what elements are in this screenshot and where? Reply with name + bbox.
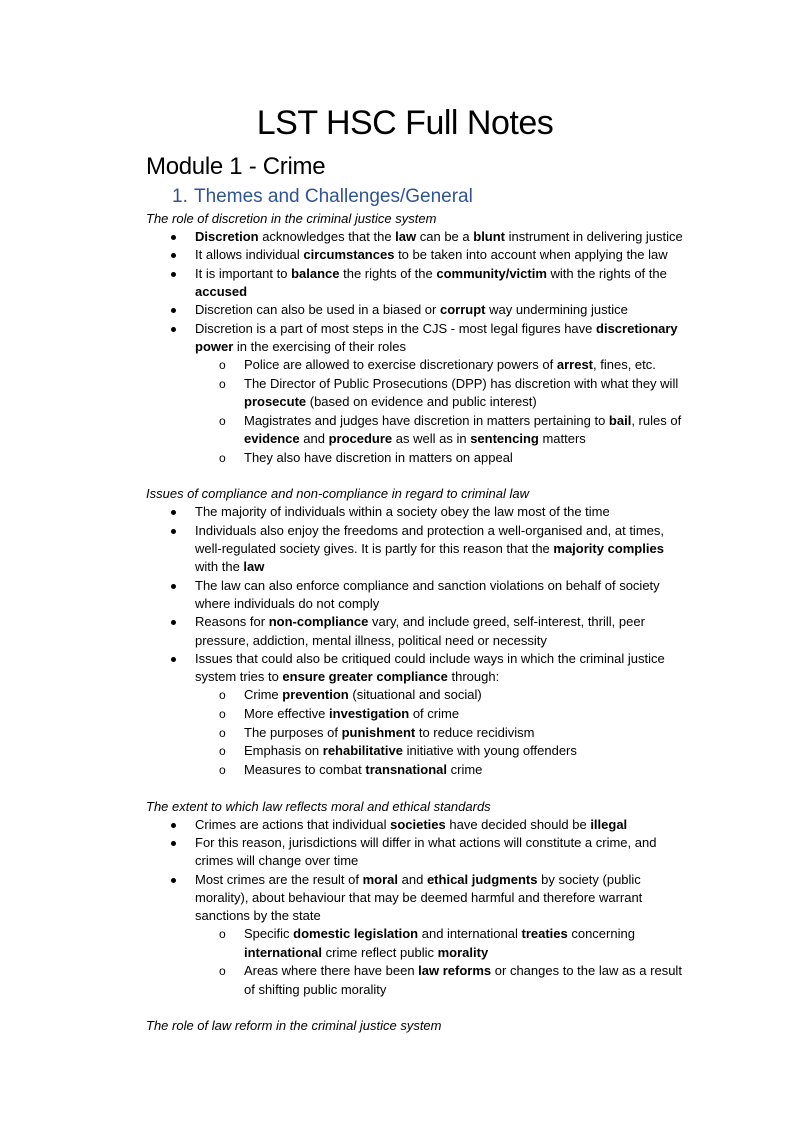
sub-bullet-text: Magistrates and judges have discretion in matters pertaining to bail, rules of bbox=[244, 413, 682, 428]
bullet-text: Most crimes are the result of moral and ethical judgments by society (public bbox=[195, 872, 641, 887]
sub-bullet-text: Measures to combat transnational crime bbox=[244, 762, 483, 777]
bullet-text: The majority of individuals within a society obey the law most of the time bbox=[195, 504, 610, 519]
bullet-text: with the law bbox=[195, 559, 265, 574]
sub-bullet-text: More effective investigation of crime bbox=[244, 706, 460, 721]
bullet-dot-icon bbox=[171, 871, 181, 883]
bullet-text: power in the exercising of their roles bbox=[195, 339, 406, 354]
sub-bullet-text: of shifting public morality bbox=[244, 982, 387, 997]
bullet-dot-icon bbox=[171, 577, 181, 589]
sub-bullet-text: The purposes of punishment to reduce recidivism bbox=[244, 725, 535, 740]
bullet-dot-icon bbox=[171, 650, 181, 662]
sub-bullet-text: Police are allowed to exercise discretionary powers of arrest, fines, etc. bbox=[244, 357, 656, 372]
bullet-circle-icon: o bbox=[219, 707, 226, 721]
bullet-dot-icon bbox=[171, 246, 181, 258]
bullet-circle-icon: o bbox=[219, 744, 226, 758]
topic-heading: The role of law reform in the criminal justice system bbox=[146, 1018, 442, 1033]
sub-bullet-text: Emphasis on rehabilitative initiative with young offenders bbox=[244, 743, 577, 758]
topic-heading: The extent to which law reflects moral and ethical standards bbox=[146, 799, 491, 814]
bullet-text: The law can also enforce compliance and sanction violations on behalf of society bbox=[195, 578, 660, 593]
bullet-text: Individuals also enjoy the freedoms and protection a well-organised and, at times, bbox=[195, 523, 664, 538]
section-title: Themes and Challenges/General bbox=[194, 186, 473, 207]
bullet-dot-icon bbox=[171, 228, 181, 240]
bullet-text: sanctions by the state bbox=[195, 908, 321, 923]
module-heading: Module 1 - Crime bbox=[146, 153, 326, 180]
bullet-text: well-regulated society gives. It is partly for this reason that the majority complies bbox=[195, 541, 664, 556]
bullet-circle-icon: o bbox=[219, 688, 226, 702]
document-title: LST HSC Full Notes bbox=[256, 104, 554, 142]
bullet-text: It is important to balance the rights of the community/victim with the rights of the bbox=[195, 266, 667, 281]
bullet-circle-icon: o bbox=[219, 964, 226, 978]
bullet-dot-icon bbox=[171, 613, 181, 625]
bullet-text: where individuals do not comply bbox=[195, 596, 380, 611]
bullet-text: Crimes are actions that individual societies have decided should be illegal bbox=[195, 817, 628, 832]
bullet-text: Discretion is a part of most steps in the CJS - most legal figures have discretionary bbox=[195, 321, 678, 336]
bullet-dot-icon bbox=[171, 834, 181, 846]
bullet-circle-icon: o bbox=[219, 763, 226, 777]
section-heading bbox=[172, 184, 473, 210]
sub-bullet-text: Specific domestic legislation and international treaties concerning bbox=[244, 926, 635, 941]
sub-bullet-text: Crime prevention (situational and social) bbox=[244, 687, 482, 702]
bullet-dot-icon bbox=[171, 320, 181, 332]
bullet-dot-icon bbox=[171, 522, 181, 534]
bullet-text: accused bbox=[195, 284, 248, 299]
sub-bullet-text: The Director of Public Prosecutions (DPP) has discretion with what they will bbox=[244, 376, 679, 391]
bullet-text: pressure, addiction, mental illness, political need or necessity bbox=[195, 633, 547, 648]
topic-heading: The role of discretion in the criminal justice system bbox=[146, 211, 437, 226]
sub-bullet-text: Areas where there have been law reforms or changes to the law as a result bbox=[244, 963, 682, 978]
bullet-text: It allows individual circumstances to be taken into account when applying the law bbox=[195, 247, 668, 262]
section-number: 1. bbox=[172, 186, 188, 207]
bullet-circle-icon: o bbox=[219, 358, 226, 372]
bullet-text: morality), about behaviour that may be deemed harmful and therefore warrant bbox=[195, 890, 643, 905]
sub-bullet-text: They also have discretion in matters on appeal bbox=[244, 450, 513, 465]
bullet-dot-icon bbox=[171, 816, 181, 828]
bullet-circle-icon: o bbox=[219, 927, 226, 941]
topic-heading: Issues of compliance and non-compliance in regard to criminal law bbox=[146, 486, 529, 501]
bullet-dot-icon bbox=[171, 301, 181, 313]
bullet-circle-icon: o bbox=[219, 377, 226, 391]
sub-bullet-text: evidence and procedure as well as in sentencing matters bbox=[244, 431, 586, 446]
bullet-text: Discretion acknowledges that the law can be a blunt instrument in delivering justice bbox=[195, 229, 683, 244]
sub-bullet-text: prosecute (based on evidence and public interest) bbox=[244, 394, 537, 409]
bullet-text: Reasons for non-compliance vary, and include greed, self-interest, thrill, peer bbox=[195, 614, 645, 629]
bullet-text: crimes will change over time bbox=[195, 853, 359, 868]
bullet-dot-icon bbox=[171, 503, 181, 515]
bullet-text: Discretion can also be used in a biased or corrupt way undermining justice bbox=[195, 302, 628, 317]
bullet-text: For this reason, jurisdictions will differ in what actions will constitute a crime, and bbox=[195, 835, 657, 850]
bullet-circle-icon: o bbox=[219, 726, 226, 740]
bullet-text: Issues that could also be critiqued could include ways in which the criminal justice bbox=[195, 651, 665, 666]
bullet-circle-icon: o bbox=[219, 414, 226, 428]
bullet-dot-icon bbox=[171, 265, 181, 277]
bullet-text: system tries to ensure greater compliance through: bbox=[195, 669, 500, 684]
sub-bullet-text: international crime reflect public morality bbox=[244, 945, 489, 960]
bullet-circle-icon: o bbox=[219, 451, 226, 465]
